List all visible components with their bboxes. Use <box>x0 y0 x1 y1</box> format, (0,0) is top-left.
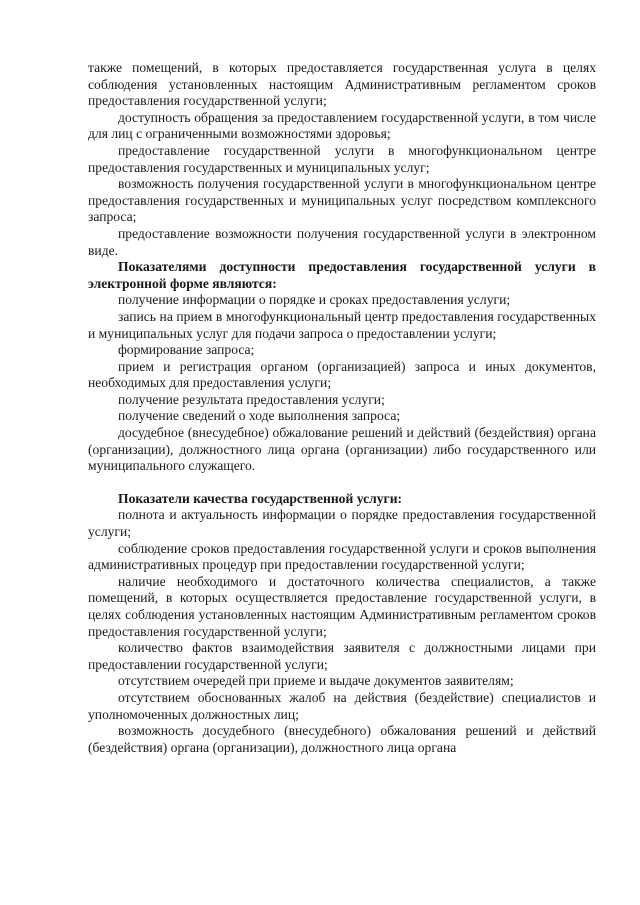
paragraph: также помещений, в которых предоставляется государственная услуга в целях соблюдения установленных настоящим Административным регламентом сроков предоставления государственной услуги; <box>88 60 596 109</box>
paragraph: количество фактов взаимодействия заявителя с должностными лицами при предоставлении государственной услуги; <box>88 640 596 672</box>
paragraph: запись на прием в многофункциональный центр предоставления государственных и муниципальных услуг для подачи запроса о предоставлении услуги; <box>88 308 596 341</box>
paragraph: соблюдение сроков предоставления государственной услуги и сроков выполнения административных процедур при предоставлении государственной услуги; <box>88 540 596 573</box>
paragraph: отсутствием очередей при приеме и выдаче документов заявителям; <box>118 673 514 689</box>
paragraph: наличие необходимого и достаточного количества специалистов, а также помещений, в которых осуществляется предоставление государственной услуги, в целях соблюдения установленных настоящим Административным регламентом сроков предоставления государственной услуги; <box>88 573 596 639</box>
paragraph: предоставление государственной услуги в многофункциональном центре предоставления государственных и муниципальных услуг; <box>88 142 596 175</box>
paragraph: полнота и актуальность информации о порядке предоставления государственной услуги; <box>88 507 596 540</box>
paragraph: отсутствием обоснованных жалоб на действия (бездействие) специалистов и уполномоченных должностных лиц; <box>88 689 596 722</box>
paragraph: получение информации о порядке и сроках предоставления услуги; <box>118 292 511 308</box>
section-gap <box>88 475 596 491</box>
paragraph: прием и регистрация органом (организацией) запроса и иных документов, необходимых для предоставления услуги; <box>88 358 596 391</box>
paragraph: формирование запроса; <box>118 342 255 358</box>
paragraph: возможность получения государственной услуги в многофункциональном центре предоставления государственных и муниципальных услуг посредством комплексного запроса; <box>88 176 596 225</box>
paragraph: досудебное (внесудебное) обжалование решений и действий (бездействия) органа (организации), должностного лица органа (организации) либо государственного или муниципального служащего. <box>88 425 596 474</box>
paragraph: доступность обращения за предоставлением государственной услуги, в том числе для лиц с ограниченными возможностями здоровья; <box>88 109 596 142</box>
paragraph: возможность досудебного (внесудебного) обжалования решений и действий (бездействия) органа (организации), должностного лица органа <box>88 723 596 755</box>
paragraph: предоставление возможности получения государственной услуги в электронном виде. <box>88 225 596 258</box>
section-heading-electronic: Показателями доступности предоставления государственной услуги в электронной форме являются: <box>88 259 596 291</box>
paragraph: получение сведений о ходе выполнения запроса; <box>118 408 401 424</box>
document-body <box>88 60 596 756</box>
section-heading-quality: Показатели качества государственной услуги: <box>118 490 403 506</box>
paragraph: получение результата предоставления услуги; <box>118 391 385 407</box>
